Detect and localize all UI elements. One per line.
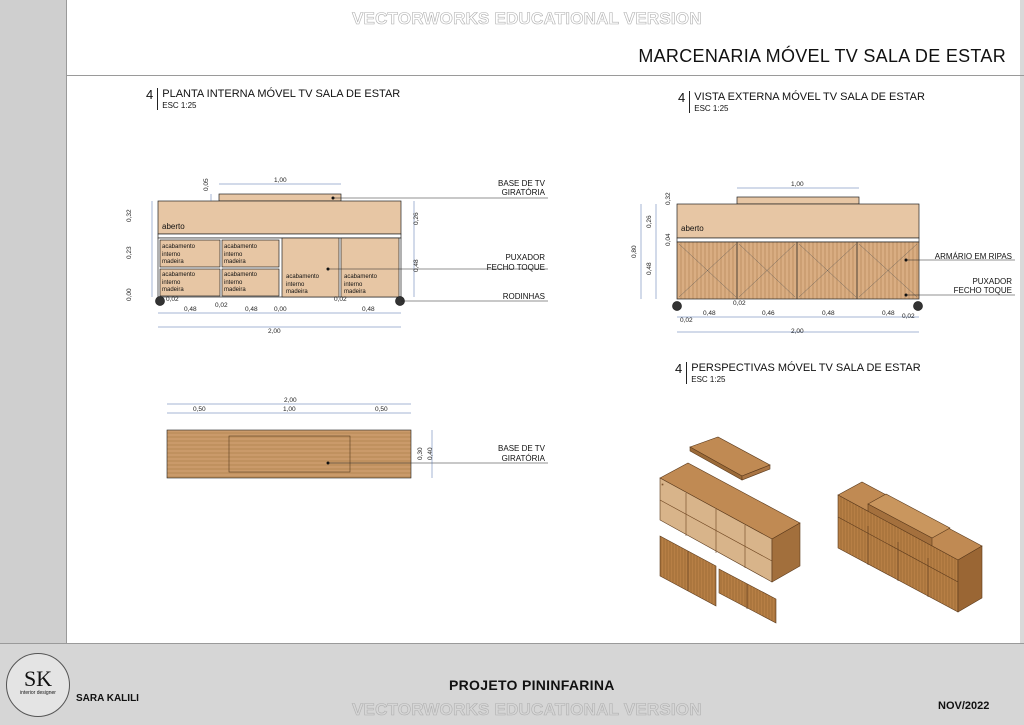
svg-text:interno: interno (286, 282, 305, 288)
svg-text:0,46: 0,46 (762, 310, 775, 317)
dim-label: 0,23 (126, 246, 133, 259)
logo-subtitle: interior designer (20, 690, 56, 696)
svg-text:interno: interno (162, 252, 181, 258)
view-title-text: VISTA EXTERNA MÓVEL TV SALA DE ESTAR (694, 91, 925, 103)
callout-armario-ripas: ARMÁRIO EM RIPAS (934, 252, 1012, 261)
svg-text:madeira: madeira (344, 289, 366, 295)
svg-text:0,80: 0,80 (631, 245, 638, 258)
top-callouts (498, 444, 546, 463)
dim-label: 0,00 (126, 288, 133, 301)
svg-text:0,48: 0,48 (822, 310, 835, 317)
project-date: NOV/2022 (938, 700, 990, 712)
dim-label: 0,05 (203, 178, 210, 191)
dim-label: 0,00 (274, 306, 287, 313)
ribbed-cabinet (677, 242, 919, 299)
svg-text:acabamento: acabamento (224, 244, 258, 250)
logo-monogram: SK (23, 666, 53, 691)
watermark-top: VECTORWORKS EDUCATIONAL VERSION (352, 9, 702, 28)
view-number: 4 (678, 90, 686, 105)
sheet-title: MARCENARIA MÓVEL TV SALA DE ESTAR (638, 46, 1006, 66)
open-niche (158, 201, 401, 234)
svg-text:acabamento: acabamento (344, 274, 378, 280)
svg-text:0,50: 0,50 (193, 406, 206, 413)
callout-puxador: PUXADOR (972, 277, 1012, 286)
svg-text:aberto: aberto (681, 224, 704, 233)
perspective-closed (838, 482, 982, 612)
designer-name: SARA KALILI (76, 693, 139, 704)
view-scale: ESC 1:25 (691, 375, 726, 384)
dim-label: 0,02 (334, 296, 347, 303)
svg-text:interno: interno (224, 252, 243, 258)
dim-label: 0,26 (413, 212, 420, 225)
svg-text:acabamento: acabamento (286, 274, 320, 280)
project-name: PROJETO PININFARINA (449, 677, 615, 693)
svg-text:acabamento: acabamento (162, 244, 196, 250)
svg-text:0,02: 0,02 (902, 313, 915, 320)
svg-text:FECHO TOQUE: FECHO TOQUE (486, 263, 545, 272)
svg-text:GIRATÓRIA: GIRATÓRIA (501, 454, 545, 463)
svg-text:1,00: 1,00 (283, 406, 296, 413)
svg-text:madeira: madeira (224, 287, 246, 293)
view-number: 4 (675, 361, 683, 376)
svg-text:BASE DE TV: BASE DE TV (498, 444, 545, 453)
svg-text:0,26: 0,26 (646, 215, 653, 228)
wood-top (167, 430, 411, 478)
view-scale: ESC 1:25 (162, 101, 197, 110)
dim-label: 0,48 (245, 306, 258, 313)
view-title-text: PERSPECTIVAS MÓVEL TV SALA DE ESTAR (691, 362, 921, 374)
svg-text:GIRATÓRIA: GIRATÓRIA (501, 188, 545, 197)
designer-logo (6, 653, 70, 717)
svg-text:0,02: 0,02 (680, 317, 693, 324)
svg-text:madeira: madeira (162, 259, 184, 265)
view-number: 4 (146, 87, 154, 102)
svg-text:FECHO TOQUE: FECHO TOQUE (953, 286, 1012, 295)
tv-base-plate (219, 194, 341, 201)
svg-text:madeira: madeira (162, 287, 184, 293)
callout-rodinhas: RODINHAS (502, 292, 545, 301)
wheel (673, 302, 682, 311)
svg-text:0,50: 0,50 (375, 406, 388, 413)
callout-base-tv: BASE DE TV (498, 179, 545, 188)
svg-text:acabamento: acabamento (162, 272, 196, 278)
dim-label: 0,02 (215, 302, 228, 309)
wheel (914, 302, 923, 311)
dim-label: 0,02 (166, 296, 179, 303)
svg-text:0,48: 0,48 (703, 310, 716, 317)
open-niche (677, 204, 919, 238)
perspective-exploded (660, 437, 800, 623)
svg-text:acabamento: acabamento (224, 272, 258, 278)
dim-label: 2,00 (268, 328, 281, 335)
planta-interna-drawing (152, 184, 548, 327)
view-scale: ESC 1:25 (694, 104, 729, 113)
watermark-bottom: VECTORWORKS EDUCATIONAL VERSION (352, 700, 702, 719)
svg-text:madeira: madeira (224, 259, 246, 265)
dim-label: 1,00 (274, 177, 287, 184)
dim-label: 0,48 (362, 306, 375, 313)
svg-text:0,40: 0,40 (427, 447, 434, 460)
base-top-view (167, 404, 548, 478)
callout-puxador: PUXADOR (505, 253, 545, 262)
svg-text:0,48: 0,48 (646, 262, 653, 275)
svg-text:madeira: madeira (286, 289, 308, 295)
svg-text:0,30: 0,30 (417, 447, 424, 460)
svg-text:interno: interno (224, 280, 243, 286)
svg-text:0,02: 0,02 (733, 300, 746, 307)
svg-text:0,04: 0,04 (665, 233, 672, 246)
svg-text:interno: interno (162, 280, 181, 286)
dim-label: 0,48 (184, 306, 197, 313)
svg-text:0,48: 0,48 (882, 310, 895, 317)
planta-callouts (487, 179, 546, 301)
svg-text:2,00: 2,00 (791, 328, 804, 335)
view-title-text: PLANTA INTERNA MÓVEL TV SALA DE ESTAR (162, 88, 401, 100)
svg-text:0,32: 0,32 (665, 192, 672, 205)
aberto-label: aberto (162, 222, 185, 231)
svg-text:2,00: 2,00 (284, 397, 297, 404)
dim-label: 0,32 (126, 209, 133, 222)
wheel (156, 297, 165, 306)
tv-base-plate (737, 197, 859, 204)
dim-label: 0,48 (413, 259, 420, 272)
svg-text:1,00: 1,00 (791, 181, 804, 188)
svg-text:interno: interno (344, 282, 363, 288)
